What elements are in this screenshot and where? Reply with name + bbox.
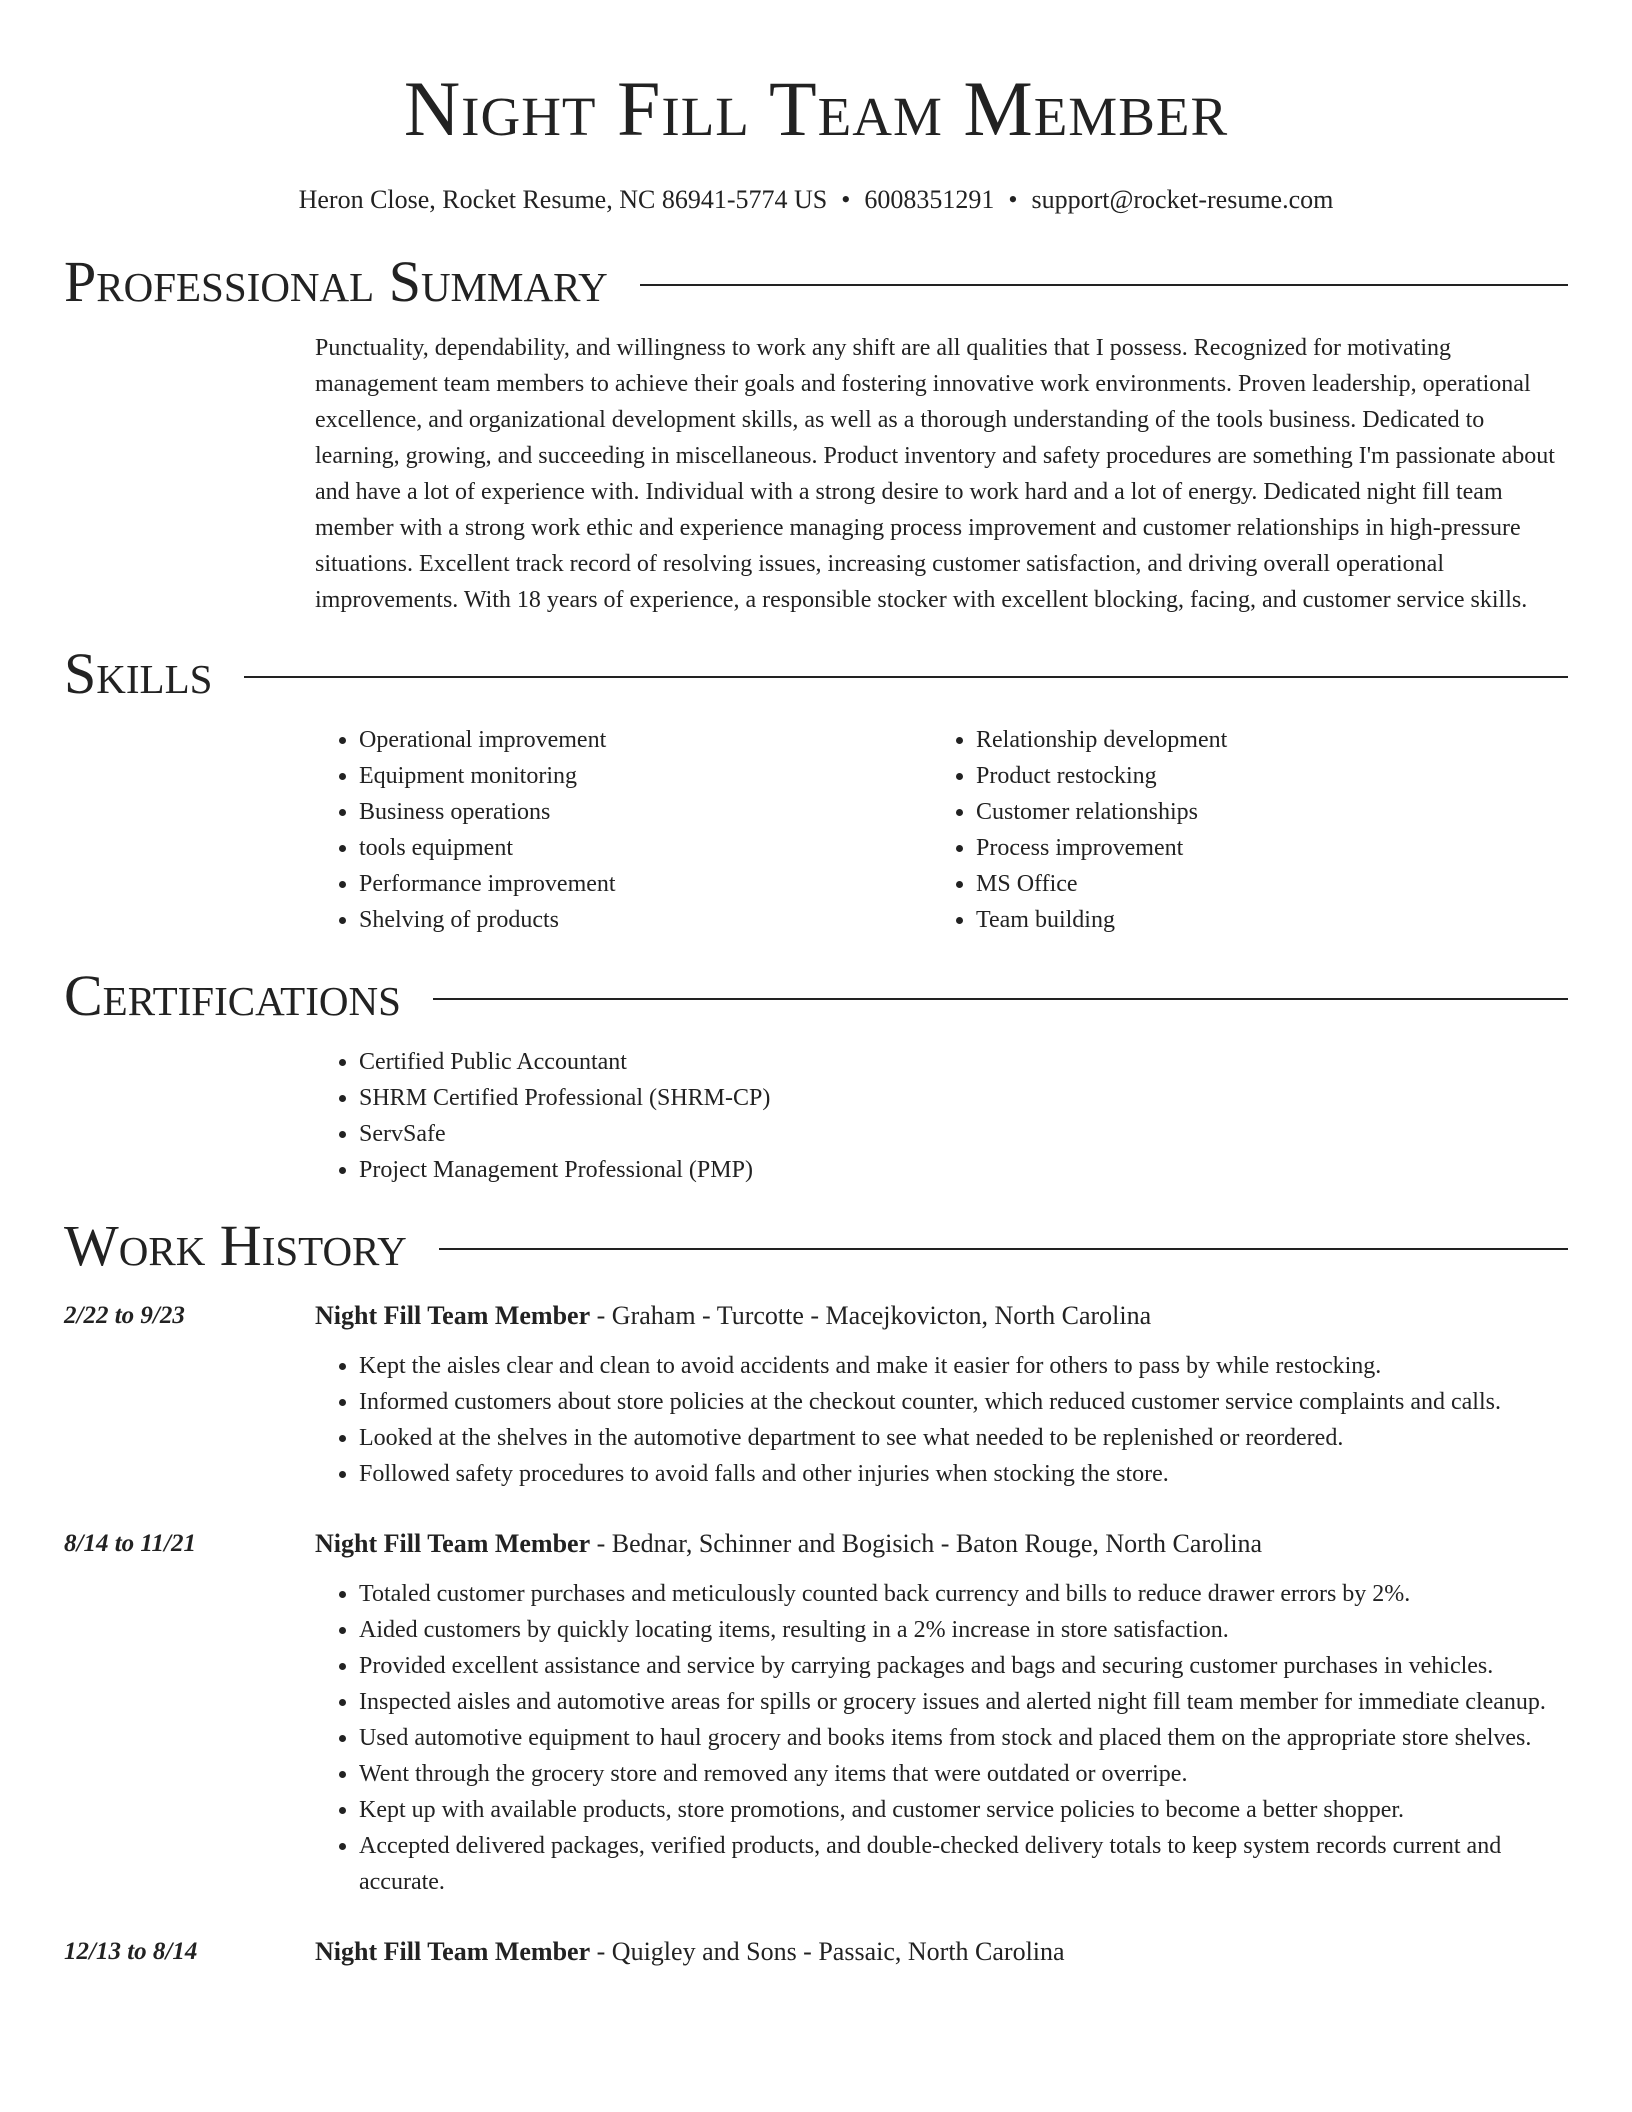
job-bullet: • Followed safety procedures to avoid falls and other injuries when stocking the store. bbox=[359, 1456, 1568, 1492]
skill-item: • tools equipment bbox=[359, 830, 932, 866]
summary-text: Punctuality, dependability, and willingness to work any shift are all qualities that I possess. Recognized for motivating management team members to achieve their goals and fostering innovative work environments. Proven leadership, operational excellence, and organizational development skills, as well as a thorough understanding of the tools business. Dedicated to learning, growing, and succeeding in miscellaneous. Product inventory and safety procedures are something I'm passionate about and have a lot of experience with. Individual with a strong desire to work hard and a lot of energy. Dedicated night fill team member with a strong work ethic and experience managing process improvement and customer relationships in high-pressure situations. Excellent track record of resolving issues, increasing customer satisfaction, and driving overall operational improvements. With 18 years of experience, a responsible stocker with excellent blocking, facing, and customer service skills. bbox=[315, 335, 1555, 613]
section-work-history-title: Work History bbox=[64, 1213, 407, 1278]
job-bullet: • Aided customers by quickly locating items, resulting in a 2% increase in store satisfaction. bbox=[359, 1612, 1568, 1648]
candidate-name: Night Fill Team Member bbox=[403, 65, 1229, 152]
job-dates: 8/14 to 11/21 bbox=[64, 1530, 196, 1557]
job-title-line bbox=[315, 1934, 1568, 1970]
skill-item: • Operational improvement bbox=[359, 722, 932, 758]
certification-item: • Project Management Professional (PMP) bbox=[359, 1152, 1568, 1188]
job-title: Night Fill Team Member bbox=[315, 1301, 591, 1330]
job-details bbox=[315, 1298, 1568, 1492]
certifications-body bbox=[315, 1044, 1568, 1188]
job-dates: 2/22 to 9/23 bbox=[64, 1302, 185, 1329]
job-bullet: • Accepted delivered packages, verified products, and double-checked delivery totals to keep system records current and accurate. bbox=[359, 1828, 1568, 1900]
skill-item: • Customer relationships bbox=[976, 794, 1549, 830]
job-bullet: • Kept the aisles clear and clean to avoid accidents and make it easier for others to pass by while restocking. bbox=[359, 1348, 1568, 1384]
resume-page bbox=[64, 0, 1568, 1970]
skill-item: • Team building bbox=[976, 902, 1549, 938]
section-certifications-header bbox=[64, 964, 1568, 1028]
job-bullet: • Informed customers about store policies at the checkout counter, which reduced customer service complaints and calls. bbox=[359, 1384, 1568, 1420]
job-employer: - Quigley and Sons - Passaic, North Carolina bbox=[590, 1937, 1065, 1966]
section-summary-header bbox=[64, 250, 1568, 314]
certification-item: • SHRM Certified Professional (SHRM-CP) bbox=[359, 1080, 1568, 1116]
contact-phone: 6008351291 bbox=[864, 185, 995, 214]
summary-body bbox=[315, 330, 1568, 618]
job-bullet: • Went through the grocery store and removed any items that were outdated or overripe. bbox=[359, 1756, 1568, 1792]
job-title: Night Fill Team Member bbox=[315, 1937, 591, 1966]
job-bullet: • Used automotive equipment to haul grocery and books items from stock and placed them on the appropriate store shelves. bbox=[359, 1720, 1568, 1756]
skill-item: • Business operations bbox=[359, 794, 932, 830]
contact-separator: • bbox=[841, 185, 851, 214]
section-summary-title: Professional Summary bbox=[64, 249, 608, 314]
contact-separator: • bbox=[1008, 185, 1018, 214]
skills-list-right bbox=[932, 722, 1549, 938]
job-title: Night Fill Team Member bbox=[315, 1529, 591, 1558]
job-entry bbox=[64, 1934, 1568, 1970]
certification-item: • ServSafe bbox=[359, 1116, 1568, 1152]
job-bullet: • Looked at the shelves in the automotive department to see what needed to be replenished or reordered. bbox=[359, 1420, 1568, 1456]
job-entry bbox=[64, 1526, 1568, 1900]
job-details bbox=[315, 1934, 1568, 1970]
job-details bbox=[315, 1526, 1568, 1900]
job-bullets bbox=[315, 1576, 1568, 1900]
contact-line bbox=[64, 184, 1568, 216]
skill-item: • Equipment monitoring bbox=[359, 758, 932, 794]
certifications-list bbox=[315, 1044, 1568, 1188]
job-employer: - Bednar, Schinner and Bogisich - Baton Rouge, North Carolina bbox=[590, 1529, 1263, 1558]
skill-item: • Process improvement bbox=[976, 830, 1549, 866]
skill-item: • Product restocking bbox=[976, 758, 1549, 794]
certification-item: • Certified Public Accountant bbox=[359, 1044, 1568, 1080]
job-bullet: • Totaled customer purchases and meticulously counted back currency and bills to reduce drawer errors by 2%. bbox=[359, 1576, 1568, 1612]
job-bullet: • Provided excellent assistance and service by carrying packages and bags and securing customer purchases in vehicles. bbox=[359, 1648, 1568, 1684]
section-divider bbox=[433, 998, 1568, 1000]
job-title-line bbox=[315, 1526, 1568, 1562]
section-work-history-header bbox=[64, 1214, 1568, 1278]
job-bullet: • Inspected aisles and automotive areas for spills or grocery issues and alerted night fill team member for immediate cleanup. bbox=[359, 1684, 1568, 1720]
section-skills-header bbox=[64, 642, 1568, 706]
skill-item: • Relationship development bbox=[976, 722, 1549, 758]
skills-list-left bbox=[315, 722, 932, 938]
section-divider bbox=[439, 1248, 1568, 1250]
job-employer: - Graham - Turcotte - Macejkovicton, North Carolina bbox=[590, 1301, 1152, 1330]
job-entry bbox=[64, 1298, 1568, 1492]
job-bullets bbox=[315, 1348, 1568, 1492]
job-title-line bbox=[315, 1298, 1568, 1334]
contact-address: Heron Close, Rocket Resume, NC 86941-5774 US bbox=[298, 185, 828, 214]
section-divider bbox=[640, 284, 1568, 286]
contact-email: support@rocket-resume.com bbox=[1031, 185, 1334, 214]
skill-item: • Shelving of products bbox=[359, 902, 932, 938]
skills-columns bbox=[315, 722, 1568, 938]
section-certifications-title: Certifications bbox=[64, 963, 401, 1028]
section-skills-title: Skills bbox=[64, 641, 213, 706]
job-dates: 12/13 to 8/14 bbox=[64, 1938, 198, 1965]
skill-item: • MS Office bbox=[976, 866, 1549, 902]
job-bullet: • Kept up with available products, store promotions, and customer service policies to become a better shopper. bbox=[359, 1792, 1568, 1828]
section-divider bbox=[244, 676, 1568, 678]
skill-item: • Performance improvement bbox=[359, 866, 932, 902]
